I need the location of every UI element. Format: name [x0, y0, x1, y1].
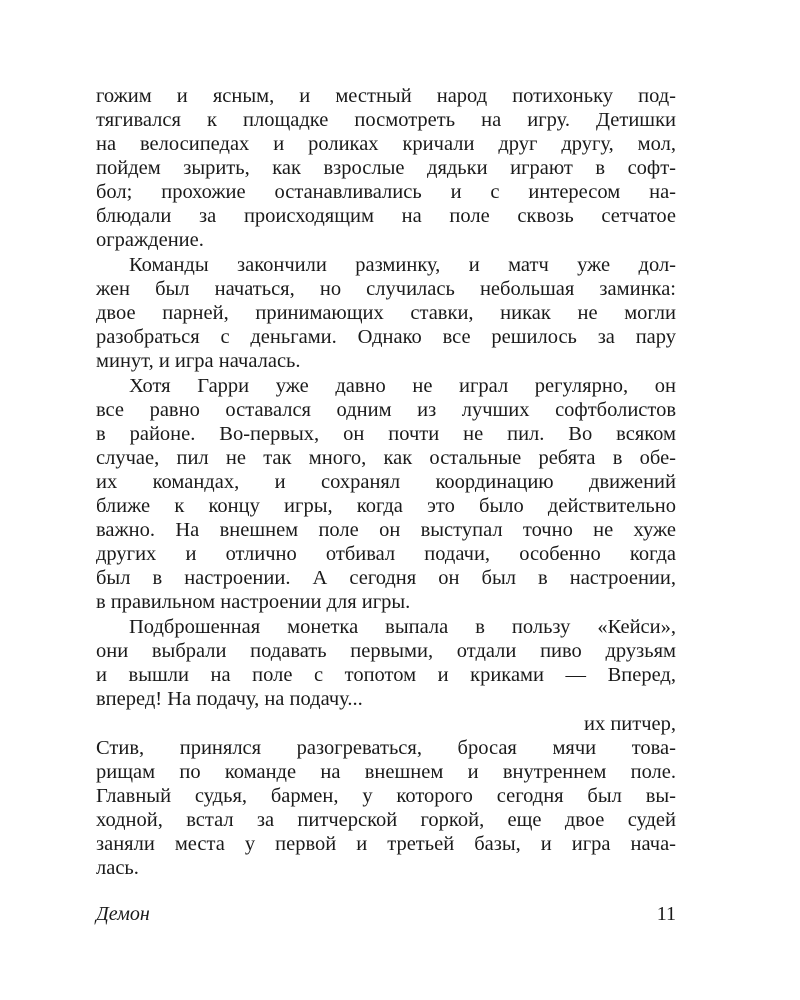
text-line: был в настроении. А сегодня он был в настроении, — [96, 567, 676, 589]
text-line: в правильном настроении для игры. — [96, 591, 411, 613]
text-line: ходной, встал за питчерской горкой, еще двое судей — [96, 809, 676, 831]
text-line: ограждение. — [96, 229, 204, 251]
book-page-text — [96, 84, 676, 964]
text-line: бол; прохожие останавливались и с интересом на- — [96, 181, 676, 203]
text-line: лась. — [96, 857, 139, 879]
page-number: 11 — [656, 903, 676, 925]
text-line: блюдали за происходящим на поле сквозь сетчатое — [96, 205, 676, 227]
running-footer-title: Демон — [96, 903, 150, 925]
paragraph-first-line: Подброшенная монетка выпала в пользу «Кейси», — [129, 616, 676, 638]
paragraph-first-line: Хотя Гарри уже давно не играл регулярно, он — [129, 375, 676, 397]
text-line: на велосипедах и роликах кричали друг другу, мол, — [96, 133, 676, 155]
text-line: гожим и ясным, и местный народ потихоньку под- — [96, 85, 676, 107]
text-line: заняли места у первой и третьей базы, и игра нача- — [96, 833, 676, 855]
text-line: случае, пил не так много, как остальные ребята в обе- — [96, 447, 676, 469]
text-line: разобраться с деньгами. Однако все решилось за пару — [96, 326, 676, 348]
text-line: двое парней, принимающих ставки, никак не могли — [96, 302, 676, 324]
text-line: тягивался к площадке посмотреть на игру. Детишки — [96, 109, 676, 131]
text-line: вперед! На подачу, на подачу... — [96, 688, 363, 710]
text-line: они выбрали подавать первыми, отдали пиво друзьям — [96, 640, 676, 662]
text-line: минут, и игра началась. — [96, 350, 301, 372]
text-line: жен был начаться, но случилась небольшая заминка: — [96, 278, 676, 300]
text-line: Стив, принялся разогреваться, бросая мячи това- — [96, 737, 676, 759]
text-line: важно. На внешнем поле он выступал точно не хуже — [96, 519, 676, 541]
text-line: других и отлично отбивал подачи, особенно когда — [96, 543, 676, 565]
text-line: пойдем зырить, как взрослые дядьки играют в софт- — [96, 157, 676, 179]
text-line: их питчер, — [583, 713, 676, 735]
paragraph-first-line: Команды закончили разминку, и матч уже дол- — [129, 254, 676, 276]
text-line: Главный судья, бармен, у которого сегодня был вы- — [96, 785, 676, 807]
text-line: их командах, и сохранял координацию движений — [96, 471, 676, 493]
text-line: ближе к концу игры, когда это было действительно — [96, 495, 676, 517]
text-line: в районе. Во-первых, он почти не пил. Во всяком — [96, 423, 676, 445]
text-line: рищам по команде на внешнем и внутреннем поле. — [96, 761, 676, 783]
text-line: и вышли на поле с топотом и криками — Вперед, — [96, 664, 676, 686]
text-line: все равно оставался одним из лучших софтболистов — [96, 399, 676, 421]
